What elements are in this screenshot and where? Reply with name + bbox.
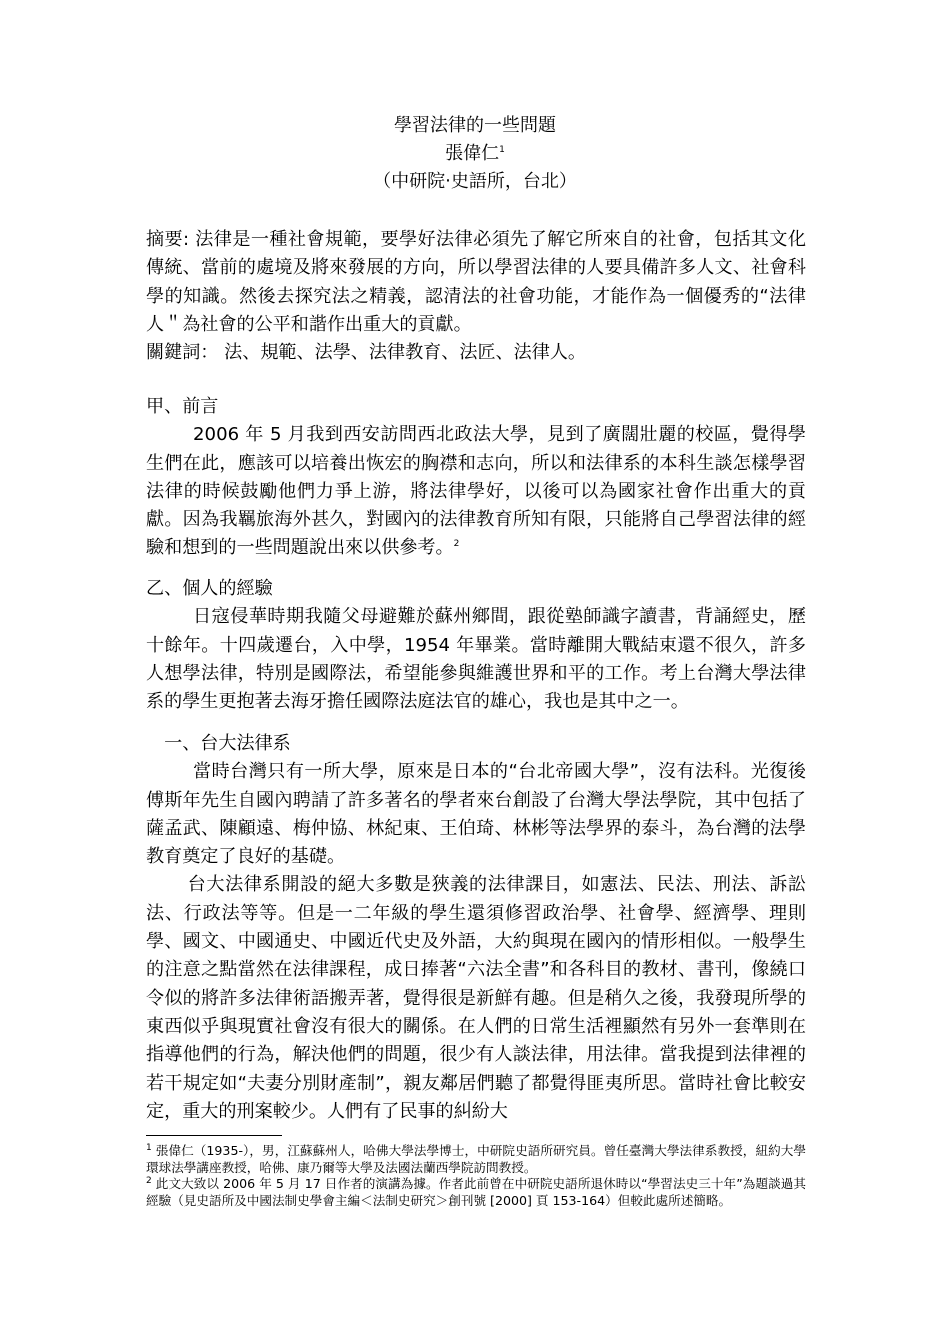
- section-heading-experience: 乙、個人的經驗: [146, 578, 273, 599]
- footnote-separator: [146, 1135, 282, 1136]
- affiliation: （中研院‧史語所，台北）: [373, 171, 577, 192]
- abstract-block: [146, 226, 806, 367]
- paragraph-preface-text: 2006 年 5 月我到西安訪問西北政法大學，見到了廣闊壯麗的校區，覺得學生們在此，應該可以培養出恢宏的胸襟和志向，所以和法律系的本科生談怎樣學習法律的時候鼓勵他們力爭上游，將法律學好，以後可以為國家社會作出重大的貢獻。因為我羈旅海外甚久，對國內的法律教育所知有限，只能將自己學習法律的經驗和想到的一些問題說出來以供參考。: [146, 424, 806, 559]
- footnote-1-text: 張偉仁（1935-），男，江蘇蘇州人，哈佛大學法學博士，中研院史語所研究員。曾任臺灣大學法律系教授，紐約大學環球法學講座教授，哈佛、康乃爾等大學及法國法蘭西學院訪問教授。: [146, 1143, 806, 1175]
- abstract-text: 摘要: 法律是一種社會規範，要學好法律必須先了解它所來自的社會，包括其文化傳統、當前的處境及將來發展的方向，所以學習法律的人要具備許多人文、社會科學的知識。然後去探究法之精義，認清法的社會功能，才能作為一個優秀的“法律人＂為社會的公平和諧作出重大的貢獻。: [146, 229, 806, 335]
- section-experience: [146, 575, 806, 716]
- paragraph-preface: [146, 421, 806, 562]
- section-heading-preface: 甲、前言: [146, 396, 219, 417]
- paragraph-ntu-2: 台大法律系開設的絕大多數是狹義的法律課目，如憲法、民法、刑法、訴訟法、行政法等等。但是一二年級的學生還須修習政治學、社會學、經濟學、理則學、國文、中國通史、中國近代史及外語，大約與現在國內的情形相似。一般學生的注意之點當然在法律課程，成日捧著“六法全書”和各科目的教材、書刊，像繞口令似的將許多法律術語搬弄著，覺得很是新鮮有趣。但是稍久之後，我發現所學的東西似乎與現實社會沒有很大的關係。在人們的日常生活裡顯然有另外一套準則在指導他們的行為，解決他們的問題，很少有人談法律，用法律。當我提到法律裡的若干規定如“夫妻分別財產制”，親友鄰居們聽了都覺得匪夷所思。當時社會比較安定，重大的刑案較少。人們有了民事的糾紛大: [146, 874, 806, 1122]
- section-preface: [146, 393, 806, 563]
- section-ntu: [146, 730, 806, 1126]
- keywords-text: 關鍵詞： 法、規範、法學、法律教育、法匠、法律人。: [146, 342, 587, 364]
- footnote-ref-1[interactable]: 1: [499, 145, 505, 155]
- footnotes: [146, 1143, 806, 1209]
- author-name: 張偉仁: [445, 143, 500, 164]
- author-line: [0, 142, 950, 166]
- paragraph-ntu-1: 當時台灣只有一所大學，原來是日本的“台北帝國大學”，沒有法科。光復後傅斯年先生自國內聘請了許多著名的學者來台創設了台灣大學法學院，其中包括了薩孟武、陳顧遠、梅仲協、林紀東、王伯琦、林彬等法學界的泰斗，為台灣的法學教育奠定了良好的基礎。: [146, 761, 806, 868]
- footnote-ref-2[interactable]: 2: [453, 539, 460, 550]
- section-heading-ntu: 一、台大法律系: [164, 733, 291, 754]
- footnote-1: [146, 1143, 806, 1176]
- footnote-mark-2: 2: [146, 1175, 152, 1186]
- footnote-2-text: 此文大致以 2006 年 5 月 17 日作者的演講為據。作者此前曾在中研院史語所退休時以“學習法史三十年”為題談過其經驗（見史語所及中國法制史學會主編＜法制史研究＞創刊號 [2000] 頁 153-164）但較此處所述簡略。: [146, 1176, 806, 1208]
- footnote-mark-1: 1: [146, 1142, 152, 1153]
- footnote-2: [146, 1176, 806, 1209]
- document-title: 學習法律的一些問題: [394, 115, 556, 136]
- paragraph-experience: 日寇侵華時期我隨父母避難於蘇州鄉間，跟從塾師識字讀書，背誦經史，歷十餘年。十四歲遷台，入中學，1954 年畢業。當時離開大戰結束還不很久，許多人想學法律，特別是國際法，希望能參與維護世界和平的工作。考上台灣大學法律系的學生更抱著去海牙擔任國際法庭法官的雄心，我也是其中之一。: [146, 606, 806, 713]
